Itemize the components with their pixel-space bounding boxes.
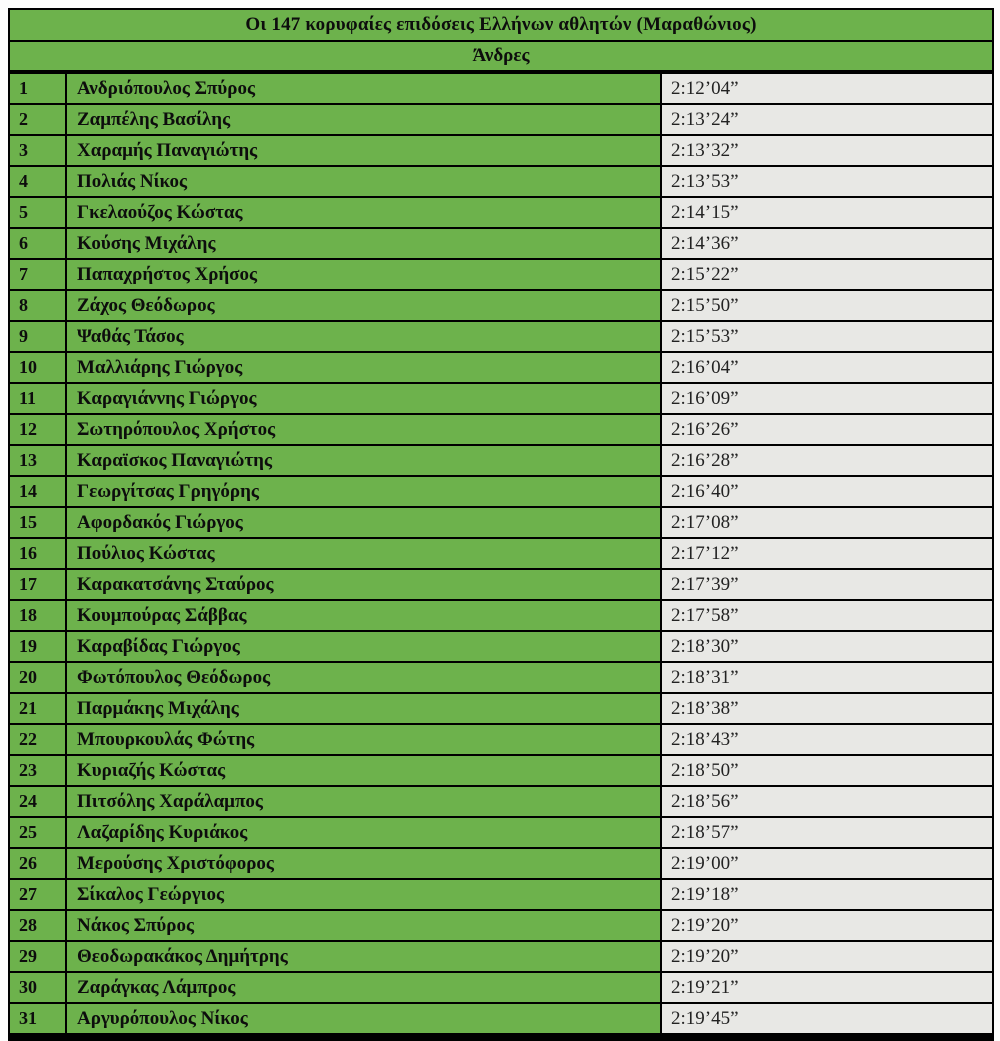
- rank-cell: 2: [10, 105, 67, 134]
- athlete-name-cell: Καρακατσάνης Σταύρος: [67, 570, 662, 599]
- athlete-name-cell: Πιτσόλης Χαράλαμπος: [67, 787, 662, 816]
- time-cell: 2:19’00”: [662, 849, 992, 878]
- athlete-name-cell: Αργυρόπουλος Νίκος: [67, 1004, 662, 1033]
- rank-cell: 21: [10, 694, 67, 723]
- time-cell: 2:13’32”: [662, 136, 992, 165]
- rank-cell: 14: [10, 477, 67, 506]
- rank-cell: 20: [10, 663, 67, 692]
- rank-cell: 7: [10, 260, 67, 289]
- rank-cell: 28: [10, 911, 67, 940]
- time-cell: 2:18’30”: [662, 632, 992, 661]
- time-cell: 2:18’43”: [662, 725, 992, 754]
- table-row: [10, 570, 992, 601]
- time-cell: 2:12’04”: [662, 74, 992, 103]
- table-row: [10, 818, 992, 849]
- section-header-men: Άνδρες: [10, 42, 992, 74]
- table-row: [10, 1004, 992, 1033]
- table-row: [10, 415, 992, 446]
- time-cell: 2:19’20”: [662, 911, 992, 940]
- rank-cell: 19: [10, 632, 67, 661]
- rank-cell: 30: [10, 973, 67, 1002]
- table-row: [10, 105, 992, 136]
- rank-cell: 26: [10, 849, 67, 878]
- athlete-name-cell: Θεοδωρακάκος Δημήτρης: [67, 942, 662, 971]
- table-row: [10, 539, 992, 570]
- athlete-name-cell: Πούλιος Κώστας: [67, 539, 662, 568]
- table-row: [10, 973, 992, 1004]
- time-cell: 2:15’53”: [662, 322, 992, 351]
- rank-cell: 4: [10, 167, 67, 196]
- rank-cell: 22: [10, 725, 67, 754]
- athlete-name-cell: Κυριαζής Κώστας: [67, 756, 662, 785]
- time-cell: 2:18’50”: [662, 756, 992, 785]
- table-row: [10, 477, 992, 508]
- athlete-name-cell: Καραϊσκος Παναγιώτης: [67, 446, 662, 475]
- table-row: [10, 74, 992, 105]
- rank-cell: 11: [10, 384, 67, 413]
- rank-cell: 10: [10, 353, 67, 382]
- rank-cell: 23: [10, 756, 67, 785]
- athlete-name-cell: Μερούσης Χριστόφορος: [67, 849, 662, 878]
- table-row: [10, 260, 992, 291]
- rank-cell: 29: [10, 942, 67, 971]
- athlete-name-cell: Παρμάκης Μιχάλης: [67, 694, 662, 723]
- table-row: [10, 880, 992, 911]
- rank-cell: 27: [10, 880, 67, 909]
- athlete-name-cell: Γκελαούζος Κώστας: [67, 198, 662, 227]
- athlete-name-cell: Μαλλιάρης Γιώργος: [67, 353, 662, 382]
- table-row: [10, 725, 992, 756]
- athlete-name-cell: Φωτόπουλος Θεόδωρος: [67, 663, 662, 692]
- athlete-name-cell: Ψαθάς Τάσος: [67, 322, 662, 351]
- table-body: [10, 74, 992, 1033]
- table-row: [10, 322, 992, 353]
- table-row: [10, 446, 992, 477]
- athlete-name-cell: Χαραμής Παναγιώτης: [67, 136, 662, 165]
- time-cell: 2:16’28”: [662, 446, 992, 475]
- table-row: [10, 508, 992, 539]
- athlete-name-cell: Κούσης Μιχάλης: [67, 229, 662, 258]
- rank-cell: 6: [10, 229, 67, 258]
- athlete-name-cell: Παπαχρήστος Χρήσος: [67, 260, 662, 289]
- table-row: [10, 384, 992, 415]
- athlete-name-cell: Ζάχος Θεόδωρος: [67, 291, 662, 320]
- table-row: [10, 601, 992, 632]
- rank-cell: 8: [10, 291, 67, 320]
- athlete-name-cell: Λαζαρίδης Κυριάκος: [67, 818, 662, 847]
- time-cell: 2:17’12”: [662, 539, 992, 568]
- time-cell: 2:19’20”: [662, 942, 992, 971]
- time-cell: 2:13’53”: [662, 167, 992, 196]
- table-row: [10, 167, 992, 198]
- rank-cell: 1: [10, 74, 67, 103]
- time-cell: 2:15’50”: [662, 291, 992, 320]
- athlete-name-cell: Ζαράγκας Λάμπρος: [67, 973, 662, 1002]
- table-row: [10, 942, 992, 973]
- time-cell: 2:18’57”: [662, 818, 992, 847]
- time-cell: 2:17’58”: [662, 601, 992, 630]
- rank-cell: 3: [10, 136, 67, 165]
- table-bottom-border: [8, 1034, 994, 1041]
- athlete-name-cell: Μπουρκουλάς Φώτης: [67, 725, 662, 754]
- time-cell: 2:16’26”: [662, 415, 992, 444]
- table-row: [10, 663, 992, 694]
- table-row: [10, 136, 992, 167]
- rank-cell: 17: [10, 570, 67, 599]
- athlete-name-cell: Νάκος Σπύρος: [67, 911, 662, 940]
- time-cell: 2:13’24”: [662, 105, 992, 134]
- time-cell: 2:17’08”: [662, 508, 992, 537]
- table-row: [10, 694, 992, 725]
- athlete-name-cell: Πολιάς Νίκος: [67, 167, 662, 196]
- athlete-name-cell: Κουμπούρας Σάββας: [67, 601, 662, 630]
- rank-cell: 9: [10, 322, 67, 351]
- table-row: [10, 291, 992, 322]
- time-cell: 2:18’38”: [662, 694, 992, 723]
- rank-cell: 13: [10, 446, 67, 475]
- rank-cell: 25: [10, 818, 67, 847]
- time-cell: 2:16’40”: [662, 477, 992, 506]
- table-row: [10, 353, 992, 384]
- time-cell: 2:17’39”: [662, 570, 992, 599]
- rank-cell: 16: [10, 539, 67, 568]
- rank-cell: 15: [10, 508, 67, 537]
- time-cell: 2:14’15”: [662, 198, 992, 227]
- time-cell: 2:18’56”: [662, 787, 992, 816]
- table-row: [10, 198, 992, 229]
- table-row: [10, 787, 992, 818]
- table-row: [10, 756, 992, 787]
- athlete-name-cell: Ζαμπέλης Βασίλης: [67, 105, 662, 134]
- table-row: [10, 849, 992, 880]
- table-row: [10, 911, 992, 942]
- athlete-name-cell: Γεωργίτσας Γρηγόρης: [67, 477, 662, 506]
- rank-cell: 31: [10, 1004, 67, 1033]
- rank-cell: 24: [10, 787, 67, 816]
- athlete-name-cell: Ανδριόπουλος Σπύρος: [67, 74, 662, 103]
- table-row: [10, 229, 992, 260]
- time-cell: 2:15’22”: [662, 260, 992, 289]
- athlete-name-cell: Καραβίδας Γιώργος: [67, 632, 662, 661]
- table-row: [10, 632, 992, 663]
- athlete-name-cell: Καραγιάννης Γιώργος: [67, 384, 662, 413]
- athlete-name-cell: Αφορδακός Γιώργος: [67, 508, 662, 537]
- marathon-results-table: [8, 8, 994, 1035]
- athlete-name-cell: Σίκαλος Γεώργιος: [67, 880, 662, 909]
- time-cell: 2:16’04”: [662, 353, 992, 382]
- time-cell: 2:16’09”: [662, 384, 992, 413]
- time-cell: 2:18’31”: [662, 663, 992, 692]
- time-cell: 2:19’21”: [662, 973, 992, 1002]
- rank-cell: 5: [10, 198, 67, 227]
- rank-cell: 18: [10, 601, 67, 630]
- time-cell: 2:14’36”: [662, 229, 992, 258]
- time-cell: 2:19’45”: [662, 1004, 992, 1033]
- athlete-name-cell: Σωτηρόπουλος Χρήστος: [67, 415, 662, 444]
- time-cell: 2:19’18”: [662, 880, 992, 909]
- rank-cell: 12: [10, 415, 67, 444]
- table-title: Οι 147 κορυφαίες επιδόσεις Ελλήνων αθλητών (Μαραθώνιος): [10, 10, 992, 42]
